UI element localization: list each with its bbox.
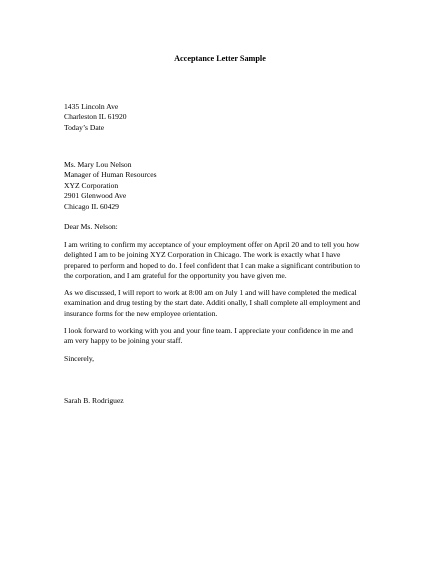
paragraph-line: prepared to perform and hoped to do. I feel confident that I can make a significant contribution to	[64, 260, 361, 270]
sender-street: 1435 Lincoln Ave	[64, 102, 119, 111]
paragraph-line: examination and drug testing by the start date. Additi onally, I shall complete all employment and	[64, 298, 361, 308]
recipient-name: Ms. Mary Lou Nelson	[64, 160, 132, 169]
recipient-title: Manager of Human Resources	[64, 170, 157, 180]
paragraph-line: am very happy to be joining your staff.	[64, 336, 183, 346]
sender-address	[64, 102, 127, 133]
recipient-city: Chicago IL 60429	[64, 201, 119, 211]
paragraph-line: I am writing to confirm my acceptance of your employment offer on April 20 and to tell you how	[64, 240, 360, 249]
paragraph-acceptance	[64, 240, 360, 282]
paragraph-line: delighted I am to be joining XYZ Corporation in Chicago. The work is exactly what I have	[64, 250, 341, 260]
signature-name: Sarah B. Rodriguez	[64, 396, 124, 405]
recipient-address	[64, 160, 157, 212]
signature	[64, 396, 124, 406]
paragraph-line: insurance forms for the new employee orientation.	[64, 308, 218, 318]
salutation	[64, 222, 118, 232]
closing	[64, 354, 94, 364]
letter-date: Today’s Date	[64, 122, 105, 132]
paragraph-line: I look forward to working with you and your fine team. I appreciate your confidence in me and	[64, 326, 353, 335]
paragraph-line: As we discussed, I will report to work at 8:00 am on July 1 and will have completed the medical	[64, 288, 357, 297]
paragraph-line: the corporation, and I am grateful for the opportunity you have given me.	[64, 271, 287, 281]
salutation-text: Dear Ms. Nelson:	[64, 222, 118, 231]
paragraph-start-details	[64, 288, 360, 319]
recipient-street: 2901 Glenwood Ave	[64, 191, 127, 201]
recipient-company: XYZ Corporation	[64, 180, 119, 190]
paragraph-closing-remarks	[64, 326, 353, 347]
closing-text: Sincerely,	[64, 354, 95, 363]
sender-city: Charleston IL 61920	[64, 112, 127, 122]
document-title: Acceptance Letter Sample	[174, 54, 266, 63]
